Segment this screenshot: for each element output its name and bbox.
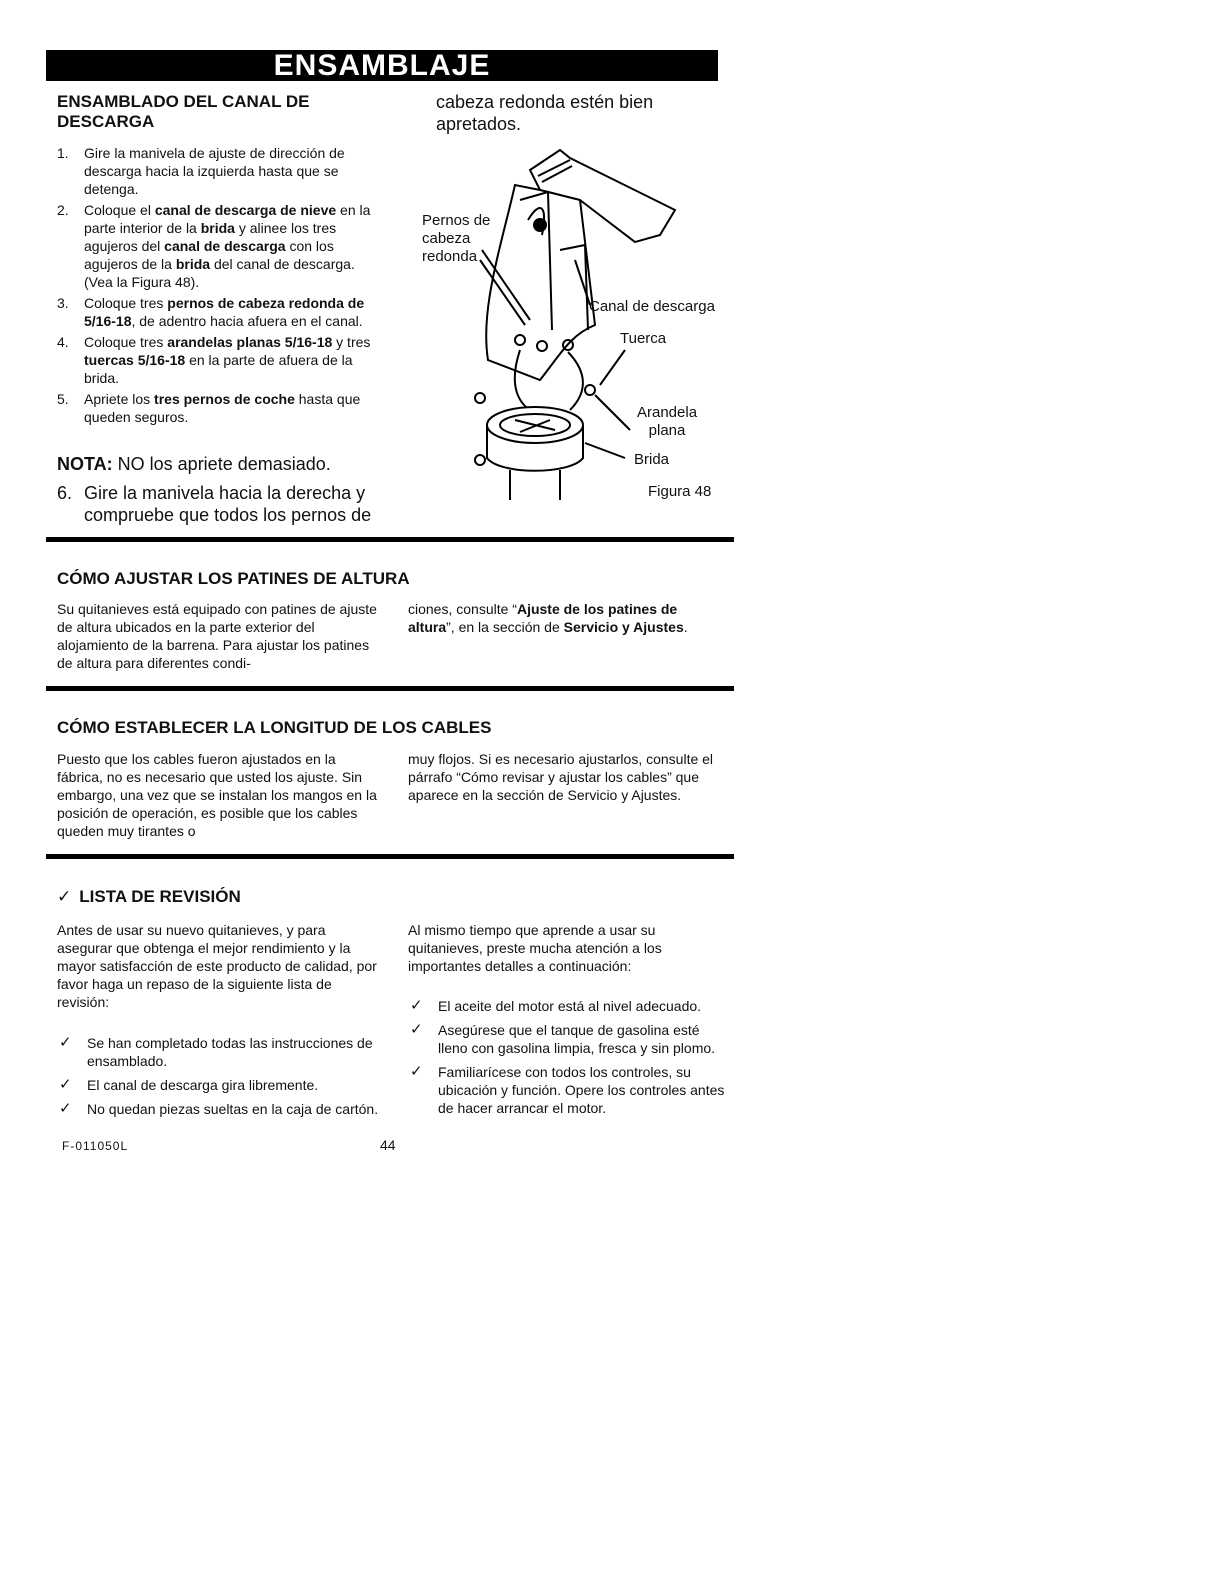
checklist-item: [57, 1100, 379, 1118]
step-text: arandelas planas 5/16-18: [167, 334, 333, 350]
cable-length-heading: CÓMO ESTABLECER LA LONGITUD DE LOS CABLES: [57, 718, 492, 737]
step-text: con los agujeros de la: [84, 238, 334, 272]
assembly-step: [57, 201, 375, 291]
step-number: 4.: [57, 334, 69, 350]
step-text: y alinee los tres agujeros del: [84, 220, 337, 254]
section-banner: ENSAMBLAJE: [46, 50, 718, 81]
assembly-heading: [57, 92, 377, 132]
checklist-item-text: El aceite del motor está al nivel adecuado.: [438, 998, 702, 1014]
skid-col2-post: .: [683, 619, 688, 635]
step-text: y tres: [332, 334, 371, 350]
check-mark-icon: ✓: [57, 887, 72, 906]
step-text: del canal de descarga. (Vea la Figura 48).: [84, 256, 355, 290]
note-text: NO los apriete demasiado.: [112, 454, 331, 474]
checklist-intro-left: Antes de usar su nuevo quitanieves, y para asegurar que obtenga el mejor rendimiento y la mayor satisfacción de este producto de calidad, por favor haga un repaso de la siguiente lista de revisión:: [57, 922, 377, 1010]
checklist-item: [408, 1063, 728, 1117]
assembly-heading-line2: DESCARGA: [57, 112, 155, 131]
step-text: en la parte de afuera de la brida.: [84, 352, 353, 386]
checklist-item: [408, 1021, 728, 1057]
step-text: tres pernos de coche: [154, 391, 295, 407]
step-6-number: 6.: [57, 483, 73, 503]
document-code: F-011050L: [62, 1139, 129, 1153]
step-number: 1.: [57, 145, 69, 161]
checklist-item-text: Asegúrese que el tanque de gasolina esté lleno con gasolina limpia, fresca y sin plomo.: [438, 1022, 716, 1056]
step-text: canal de descarga de nieve: [154, 202, 337, 218]
check-mark-icon: ✓: [59, 1076, 72, 1093]
step-text: Coloque tres: [84, 334, 168, 350]
assembly-steps: [57, 144, 375, 429]
note-label: NOTA:: [57, 454, 113, 474]
assembly-step: [57, 294, 375, 330]
cable-length-text-col1: Puesto que los cables fueron ajustados en la fábrica, no es necesario que usted los ajuste. Sin embargo, una vez que se instalan los mangos en la posición de operación, es posible que los cables queden muy tirantes o: [57, 751, 377, 839]
check-mark-icon: ✓: [59, 1034, 72, 1051]
skid-col2-bold1: Ajuste de los patines de altura: [408, 601, 678, 635]
step-text: canal de descarga: [164, 238, 286, 254]
skid-col2-mid: ”, en la sección de: [446, 619, 564, 635]
step-text: brida: [200, 220, 235, 236]
assembly-step: [57, 390, 375, 426]
divider: [46, 854, 734, 859]
step-text: Apriete los: [84, 391, 155, 407]
label-nut: Tuerca: [620, 330, 667, 347]
skid-shoes-text-col1: Su quitanieves está equipado con patines de ajuste de altura ubicados en la parte exterior del alojamiento de la barrena. Para ajustar los patines de altura para diferentes condi-: [57, 601, 377, 671]
step-number: 5.: [57, 391, 69, 407]
checklist-item-text: El canal de descarga gira libremente.: [87, 1077, 319, 1093]
cable-length-text-col2: muy flojos. Si es necesario ajustarlos, consulte el párrafo “Cómo revisar y ajustar los cables” que aparece en la sección de Servicio y Ajustes.: [408, 751, 714, 803]
step-text: Coloque tres: [84, 295, 168, 311]
step-6-continuation: cabeza redonda estén bien apretados.: [436, 92, 654, 134]
checklist-left: [57, 1034, 379, 1124]
step-text: Coloque el: [84, 202, 155, 218]
check-mark-icon: ✓: [410, 1021, 423, 1038]
step-number: 3.: [57, 295, 69, 311]
checklist-item: [408, 997, 728, 1015]
assembly-step: [57, 333, 375, 387]
checklist-intro-right: Al mismo tiempo que aprende a usar su quitanieves, preste mucha atención a los importantes detalles a continuación:: [408, 922, 662, 974]
page-number: 44: [380, 1137, 396, 1153]
checklist-heading: [57, 887, 717, 907]
label-flange: Brida: [634, 451, 670, 468]
checklist-item: [57, 1076, 379, 1094]
step-number: 2.: [57, 202, 69, 218]
check-mark-icon: ✓: [410, 997, 423, 1014]
label-discharge-chute: Canal de descarga: [589, 298, 715, 315]
checklist-item-text: Se han completado todas las instrucciones de ensamblado.: [87, 1035, 373, 1069]
checklist-item: [57, 1034, 379, 1070]
step-6-text: Gire la manivela hacia la derecha y compruebe que todos los pernos de: [84, 483, 372, 525]
checklist-right: [408, 997, 728, 1123]
skid-col2-bold2: Servicio y Ajustes: [563, 619, 684, 635]
figure-48: [420, 140, 730, 510]
step-text: brida: [175, 256, 211, 272]
label-round-head-bolts: Pernos de cabeza redonda: [422, 212, 491, 265]
check-mark-icon: ✓: [59, 1100, 72, 1117]
step-text: hasta que queden seguros.: [84, 391, 361, 425]
step-text: pernos de cabeza redonda de 5/16-18: [84, 295, 365, 329]
assembly-heading-line1: ENSAMBLADO DEL CANAL DE: [57, 92, 310, 111]
check-mark-icon: ✓: [410, 1063, 423, 1080]
checklist-item-text: Familiarícese con todos los controles, su ubicación y función. Opere los controles antes de hacer arrancar el motor.: [438, 1064, 725, 1116]
step-text: Gire la manivela de ajuste de dirección de descarga hacia la izquierda hasta que se detenga.: [84, 145, 345, 197]
skid-col2-pre: ciones, consulte “: [408, 601, 517, 617]
divider: [46, 686, 734, 691]
figure-caption: Figura 48: [648, 483, 712, 500]
skid-shoes-text-col2: [408, 600, 720, 636]
step-text: , de adentro hacia afuera en el canal.: [131, 313, 363, 329]
label-flat-washer: Arandela plana: [637, 404, 698, 439]
step-text: en la parte interior de la: [84, 202, 371, 236]
skid-shoes-heading: CÓMO AJUSTAR LOS PATINES DE ALTURA: [57, 569, 410, 588]
step-text: tuercas 5/16-18: [84, 352, 186, 368]
note: [57, 453, 387, 475]
divider: [46, 537, 734, 542]
step-6: [57, 482, 387, 526]
checklist-heading-text: LISTA DE REVISIÓN: [79, 887, 241, 906]
checklist-item-text: No quedan piezas sueltas en la caja de cartón.: [87, 1101, 379, 1117]
assembly-step: [57, 144, 375, 198]
